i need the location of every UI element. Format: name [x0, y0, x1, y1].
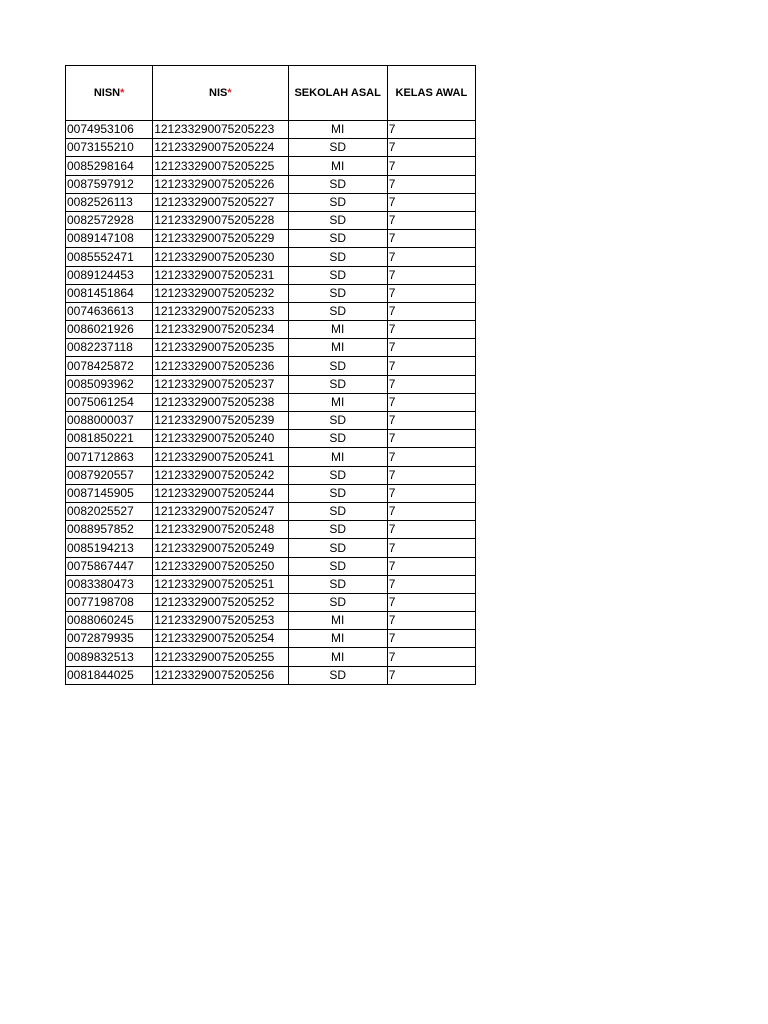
- table-row: [66, 484, 476, 502]
- table-row: [66, 284, 476, 302]
- required-marker: *: [120, 87, 125, 99]
- cell-nis[interactable]: 121233290075205235: [153, 339, 288, 357]
- cell-sekolah-asal[interactable]: SD: [288, 139, 387, 157]
- cell-nis[interactable]: 121233290075205237: [153, 375, 288, 393]
- cell-nis[interactable]: 121233290075205223: [153, 121, 288, 139]
- cell-nisn[interactable]: 0074953106: [66, 121, 153, 139]
- table-row: [66, 448, 476, 466]
- table-row: [66, 521, 476, 539]
- cell-nisn[interactable]: 0082572928: [66, 211, 153, 229]
- cell-nis[interactable]: 121233290075205239: [153, 412, 288, 430]
- cell-nisn[interactable]: 0086021926: [66, 321, 153, 339]
- table-row: [66, 557, 476, 575]
- cell-nisn[interactable]: 0074636613: [66, 302, 153, 320]
- cell-kelas-awal[interactable]: 7: [387, 393, 475, 411]
- cell-nis[interactable]: 121233290075205247: [153, 502, 288, 520]
- required-marker: *: [227, 87, 232, 99]
- cell-sekolah-asal[interactable]: SD: [288, 575, 387, 593]
- cell-sekolah-asal[interactable]: SD: [288, 430, 387, 448]
- cell-sekolah-asal[interactable]: SD: [288, 357, 387, 375]
- cell-nis[interactable]: 121233290075205256: [153, 666, 288, 684]
- cell-kelas-awal[interactable]: 7: [387, 466, 475, 484]
- cell-nis[interactable]: 121233290075205224: [153, 139, 288, 157]
- table-body: [66, 121, 476, 685]
- cell-sekolah-asal[interactable]: SD: [288, 375, 387, 393]
- cell-kelas-awal[interactable]: 7: [387, 430, 475, 448]
- cell-nis[interactable]: 121233290075205252: [153, 593, 288, 611]
- table-row: [66, 211, 476, 229]
- cell-kelas-awal[interactable]: 7: [387, 502, 475, 520]
- cell-nis[interactable]: 121233290075205226: [153, 175, 288, 193]
- header-nis-label: NIS: [209, 87, 228, 99]
- cell-kelas-awal[interactable]: 7: [387, 557, 475, 575]
- cell-nisn[interactable]: 0087920557: [66, 466, 153, 484]
- cell-nis[interactable]: 121233290075205229: [153, 230, 288, 248]
- header-sekolah-asal[interactable]: [288, 66, 387, 121]
- cell-nisn[interactable]: 0089147108: [66, 230, 153, 248]
- cell-sekolah-asal[interactable]: SD: [288, 539, 387, 557]
- cell-nisn[interactable]: 0088957852: [66, 521, 153, 539]
- cell-nis[interactable]: 121233290075205250: [153, 557, 288, 575]
- cell-sekolah-asal[interactable]: MI: [288, 339, 387, 357]
- cell-kelas-awal[interactable]: 7: [387, 539, 475, 557]
- cell-nisn[interactable]: 0072879935: [66, 630, 153, 648]
- table-row: [66, 121, 476, 139]
- table-row: [66, 321, 476, 339]
- cell-nis[interactable]: 121233290075205227: [153, 193, 288, 211]
- cell-sekolah-asal[interactable]: MI: [288, 630, 387, 648]
- cell-nis[interactable]: 121233290075205255: [153, 648, 288, 666]
- cell-nisn[interactable]: 0089832513: [66, 648, 153, 666]
- cell-nisn[interactable]: 0075061254: [66, 393, 153, 411]
- cell-sekolah-asal[interactable]: SD: [288, 521, 387, 539]
- cell-sekolah-asal[interactable]: SD: [288, 248, 387, 266]
- cell-nis[interactable]: 121233290075205241: [153, 448, 288, 466]
- cell-nis[interactable]: 121233290075205248: [153, 521, 288, 539]
- cell-kelas-awal[interactable]: 7: [387, 266, 475, 284]
- cell-nisn[interactable]: 0082526113: [66, 193, 153, 211]
- table-row: [66, 648, 476, 666]
- cell-nis[interactable]: 121233290075205249: [153, 539, 288, 557]
- cell-sekolah-asal[interactable]: MI: [288, 321, 387, 339]
- cell-sekolah-asal[interactable]: SD: [288, 466, 387, 484]
- cell-nisn[interactable]: 0082025527: [66, 502, 153, 520]
- cell-nisn[interactable]: 0075867447: [66, 557, 153, 575]
- cell-kelas-awal[interactable]: 7: [387, 666, 475, 684]
- cell-nis[interactable]: 121233290075205238: [153, 393, 288, 411]
- table-row: [66, 139, 476, 157]
- cell-sekolah-asal[interactable]: SD: [288, 230, 387, 248]
- cell-kelas-awal[interactable]: 7: [387, 157, 475, 175]
- cell-kelas-awal[interactable]: 7: [387, 630, 475, 648]
- table-row: [66, 539, 476, 557]
- cell-sekolah-asal[interactable]: MI: [288, 157, 387, 175]
- cell-nisn[interactable]: 0089124453: [66, 266, 153, 284]
- cell-kelas-awal[interactable]: 7: [387, 521, 475, 539]
- table-row: [66, 302, 476, 320]
- cell-nisn[interactable]: 0081844025: [66, 666, 153, 684]
- cell-kelas-awal[interactable]: 7: [387, 575, 475, 593]
- cell-sekolah-asal[interactable]: SD: [288, 211, 387, 229]
- cell-nisn[interactable]: 0085093962: [66, 375, 153, 393]
- cell-nis[interactable]: 121233290075205253: [153, 612, 288, 630]
- cell-nisn[interactable]: 0073155210: [66, 139, 153, 157]
- cell-nis[interactable]: 121233290075205240: [153, 430, 288, 448]
- cell-nis[interactable]: 121233290075205232: [153, 284, 288, 302]
- cell-nis[interactable]: 121233290075205228: [153, 211, 288, 229]
- table-row: [66, 393, 476, 411]
- cell-sekolah-asal[interactable]: SD: [288, 175, 387, 193]
- cell-kelas-awal[interactable]: 7: [387, 648, 475, 666]
- table-row: [66, 357, 476, 375]
- header-nisn[interactable]: [66, 66, 153, 121]
- cell-nisn[interactable]: 0082237118: [66, 339, 153, 357]
- table-row: [66, 575, 476, 593]
- header-nisn-label: NISN: [93, 87, 121, 99]
- cell-nis[interactable]: 121233290075205251: [153, 575, 288, 593]
- cell-kelas-awal[interactable]: 7: [387, 284, 475, 302]
- cell-kelas-awal[interactable]: 7: [387, 593, 475, 611]
- cell-kelas-awal[interactable]: 7: [387, 412, 475, 430]
- table-row: [66, 193, 476, 211]
- cell-nisn[interactable]: 0081850221: [66, 430, 153, 448]
- table-row: [66, 339, 476, 357]
- cell-nis[interactable]: 121233290075205244: [153, 484, 288, 502]
- cell-nisn[interactable]: 0085298164: [66, 157, 153, 175]
- cell-kelas-awal[interactable]: 7: [387, 484, 475, 502]
- table-row: [66, 412, 476, 430]
- cell-kelas-awal[interactable]: 7: [387, 375, 475, 393]
- student-data-table: [65, 65, 476, 685]
- table-row: [66, 175, 476, 193]
- cell-sekolah-asal[interactable]: MI: [288, 648, 387, 666]
- header-nis[interactable]: [153, 66, 288, 121]
- table-row: [66, 157, 476, 175]
- cell-kelas-awal[interactable]: 7: [387, 339, 475, 357]
- header-kelas-awal[interactable]: [387, 66, 475, 121]
- cell-kelas-awal[interactable]: 7: [387, 448, 475, 466]
- cell-nis[interactable]: 121233290075205233: [153, 302, 288, 320]
- table-row: [66, 612, 476, 630]
- cell-nis[interactable]: 121233290075205231: [153, 266, 288, 284]
- cell-sekolah-asal[interactable]: MI: [288, 448, 387, 466]
- header-sekolah-asal-label: SEKOLAH ASAL: [294, 87, 381, 99]
- cell-sekolah-asal[interactable]: SD: [288, 666, 387, 684]
- header-kelas-awal-label: KELAS AWAL: [395, 87, 468, 99]
- cell-nisn[interactable]: 0078425872: [66, 357, 153, 375]
- cell-sekolah-asal[interactable]: SD: [288, 484, 387, 502]
- cell-sekolah-asal[interactable]: SD: [288, 284, 387, 302]
- cell-kelas-awal[interactable]: 7: [387, 612, 475, 630]
- cell-kelas-awal[interactable]: 7: [387, 302, 475, 320]
- cell-sekolah-asal[interactable]: SD: [288, 557, 387, 575]
- cell-kelas-awal[interactable]: 7: [387, 175, 475, 193]
- table-row: [66, 430, 476, 448]
- table-row: [66, 666, 476, 684]
- cell-sekolah-asal[interactable]: SD: [288, 302, 387, 320]
- table-row: [66, 375, 476, 393]
- cell-nisn[interactable]: 0071712863: [66, 448, 153, 466]
- cell-nis[interactable]: 121233290075205234: [153, 321, 288, 339]
- cell-sekolah-asal[interactable]: SD: [288, 412, 387, 430]
- table-row: [66, 593, 476, 611]
- cell-nisn[interactable]: 0081451864: [66, 284, 153, 302]
- table-row: [66, 466, 476, 484]
- cell-sekolah-asal[interactable]: SD: [288, 266, 387, 284]
- cell-nis[interactable]: 121233290075205230: [153, 248, 288, 266]
- cell-nis[interactable]: 121233290075205225: [153, 157, 288, 175]
- cell-sekolah-asal[interactable]: MI: [288, 393, 387, 411]
- cell-nisn[interactable]: 0087145905: [66, 484, 153, 502]
- cell-nisn[interactable]: 0085194213: [66, 539, 153, 557]
- cell-nis[interactable]: 121233290075205236: [153, 357, 288, 375]
- cell-kelas-awal[interactable]: 7: [387, 357, 475, 375]
- cell-nis[interactable]: 121233290075205254: [153, 630, 288, 648]
- table-row: [66, 230, 476, 248]
- table-row: [66, 630, 476, 648]
- cell-sekolah-asal[interactable]: MI: [288, 612, 387, 630]
- cell-sekolah-asal[interactable]: MI: [288, 121, 387, 139]
- cell-nisn[interactable]: 0088060245: [66, 612, 153, 630]
- cell-kelas-awal[interactable]: 7: [387, 193, 475, 211]
- cell-nisn[interactable]: 0083380473: [66, 575, 153, 593]
- cell-sekolah-asal[interactable]: SD: [288, 593, 387, 611]
- cell-nisn[interactable]: 0087597912: [66, 175, 153, 193]
- table-row: [66, 248, 476, 266]
- cell-nisn[interactable]: 0077198708: [66, 593, 153, 611]
- table-row: [66, 266, 476, 284]
- cell-kelas-awal[interactable]: 7: [387, 211, 475, 229]
- cell-kelas-awal[interactable]: 7: [387, 139, 475, 157]
- cell-sekolah-asal[interactable]: SD: [288, 502, 387, 520]
- cell-kelas-awal[interactable]: 7: [387, 230, 475, 248]
- cell-kelas-awal[interactable]: 7: [387, 121, 475, 139]
- cell-nisn[interactable]: 0085552471: [66, 248, 153, 266]
- header-row: [66, 66, 476, 121]
- cell-sekolah-asal[interactable]: SD: [288, 193, 387, 211]
- cell-nisn[interactable]: 0088000037: [66, 412, 153, 430]
- cell-kelas-awal[interactable]: 7: [387, 248, 475, 266]
- cell-kelas-awal[interactable]: 7: [387, 321, 475, 339]
- cell-nis[interactable]: 121233290075205242: [153, 466, 288, 484]
- spreadsheet-sheet: [65, 65, 476, 685]
- table-row: [66, 502, 476, 520]
